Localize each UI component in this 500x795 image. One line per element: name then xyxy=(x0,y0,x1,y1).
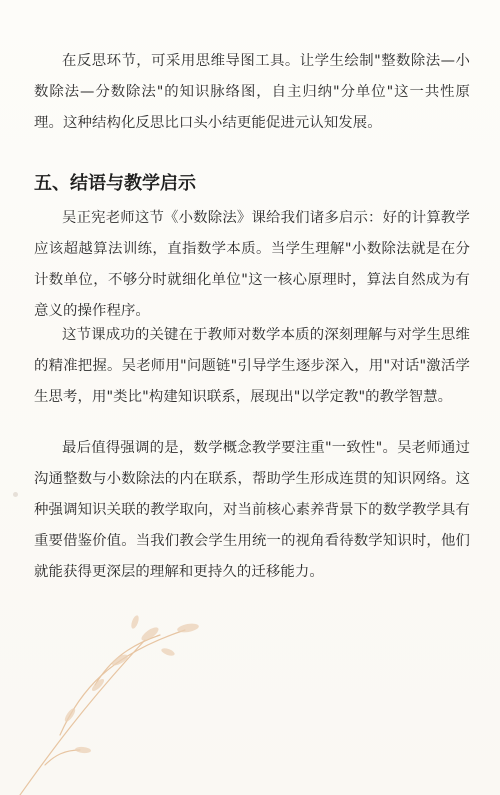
paragraph-inspiration: 吴正宪老师这节《小数除法》课给我们诸多启示：好的计算教学应该超越算法训练，直指数学本质。当学生理解"小数除法就是在分计数单位，不够分时就细化单位"这一核心原理时，算法自然成为有意义的操作程序。 xyxy=(34,210,470,319)
paragraph-consistency: 最后值得强调的是，数学概念教学要注重"一致性"。吴老师通过沟通整数与小数除法的内在联系，帮助学生形成连贯的知识网络。这种强调知识关联的教学取向，对当前核心素养背景下的数学教学具有重要借鉴价值。当我们教会学生用统一的视角看待数学知识时，他们就能获得更深层的理解和更持久的迁移能力。 xyxy=(34,440,470,580)
paragraph-key-success: 这节课成功的关键在于教师对数学本质的深刻理解与对学生思维的精准把握。吴老师用"问题链"引导学生逐步深入，用"对话"激活学生思考，用"类比"构建知识联系，展现出"以学定教"的教学智慧。 xyxy=(34,327,470,405)
speck-mark xyxy=(13,492,18,497)
botanical-branch-decoration xyxy=(0,560,230,795)
paragraph-reflection: 在反思环节，可采用思维导图工具。让学生绘制"整数除法—小数除法—分数除法"的知识脉络图，自主归纳"分单位"这一共性原理。这种结构化反思比口头小结更能促进元认知发展。 xyxy=(34,53,470,131)
section-heading: 五、结语与教学启示 xyxy=(34,173,196,194)
